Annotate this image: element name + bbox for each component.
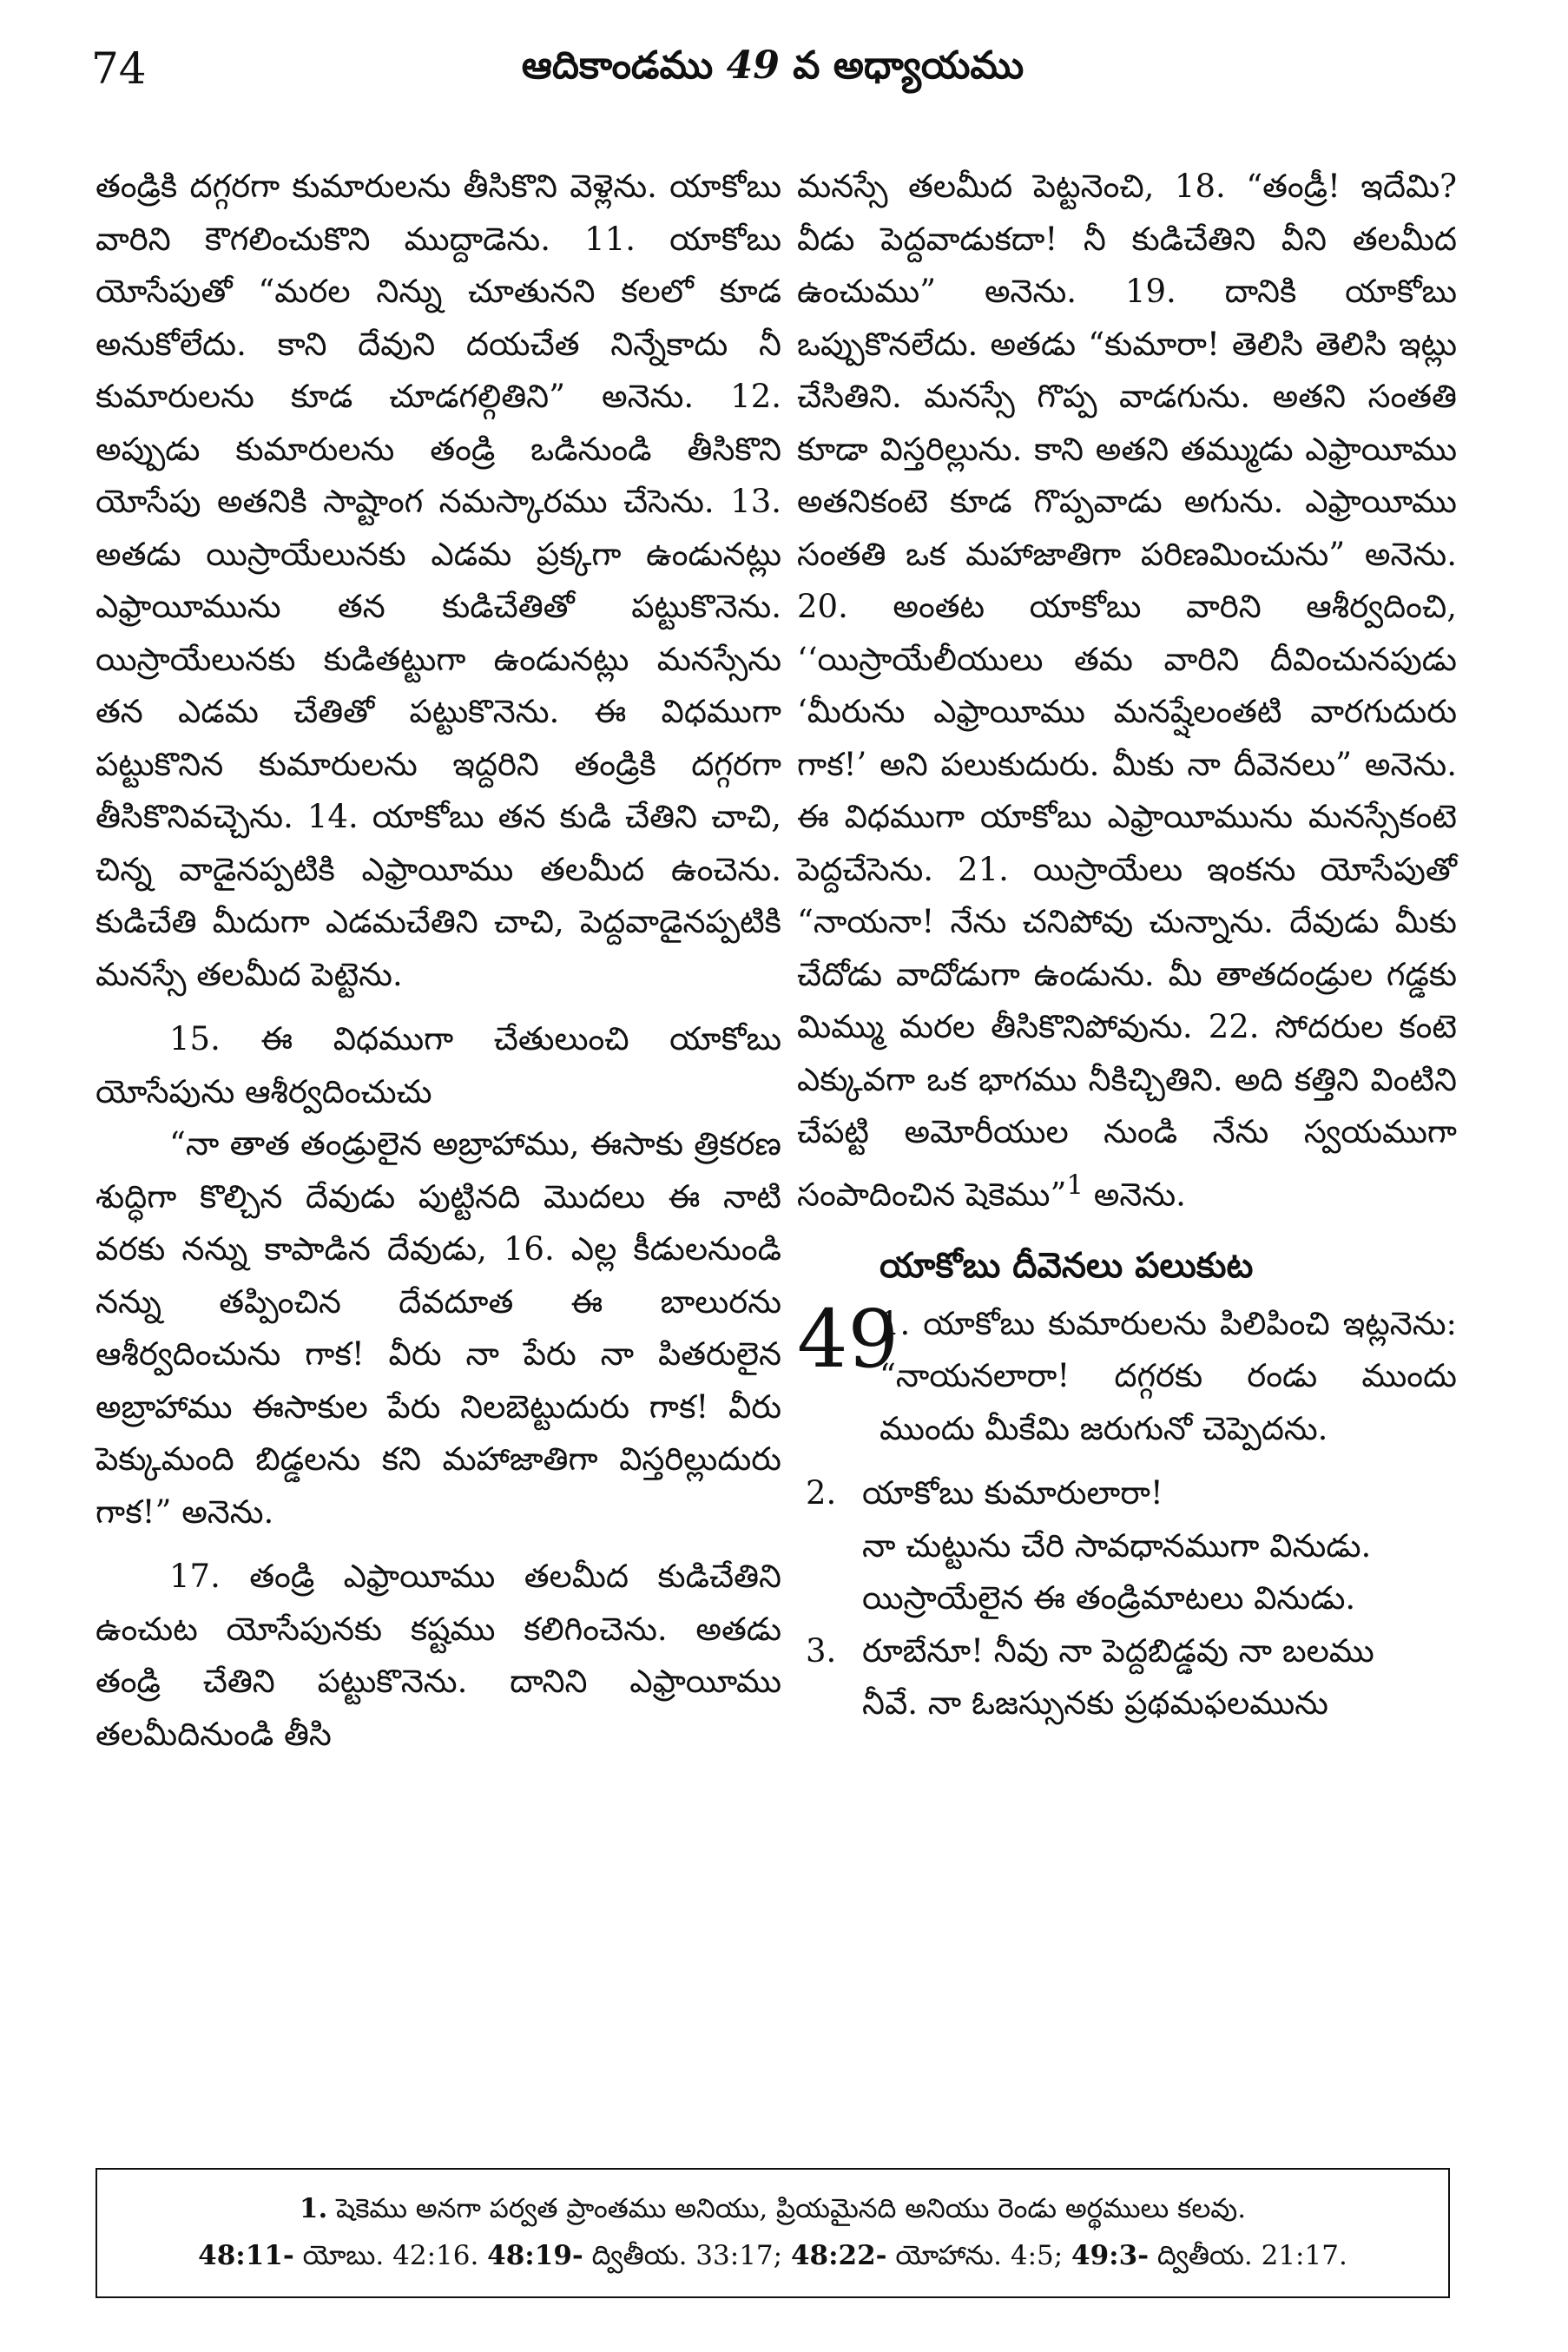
chapter-opening bbox=[797, 1292, 1457, 1456]
chapter-text: 1. యాకోబు కుమారులను పిలిపించి ఇట్లనెను: “నాయనలారా! దగ్గరకు రండు ముందు ముందు మీకేమి జరుగునో చెప్పెదను. bbox=[880, 1304, 1457, 1447]
footnote bbox=[123, 2185, 1422, 2232]
cross-ref-label: 48:11- bbox=[198, 2240, 294, 2271]
verse-line: నీవే. నా ఓజస్సునకు ప్రథమఫలమును bbox=[862, 1684, 1328, 1723]
cross-ref-label: 48:19- bbox=[487, 2240, 583, 2271]
footnote-number: 1. bbox=[299, 2193, 328, 2224]
cross-ref-text: యోహాను. 4:5; bbox=[886, 2240, 1072, 2271]
cross-ref-text: యోబు. 42:16. bbox=[293, 2240, 488, 2271]
cross-ref-label: 49:3- bbox=[1071, 2240, 1150, 2271]
cross-references bbox=[123, 2232, 1422, 2279]
verse-item bbox=[797, 1625, 1457, 1730]
cross-ref-label: 48:22- bbox=[790, 2240, 887, 2271]
running-title-chapter: 49 bbox=[726, 43, 780, 88]
cross-ref-text: ద్వితీయ. 21:17. bbox=[1149, 2240, 1347, 2271]
verse-number: 2. bbox=[806, 1474, 837, 1512]
chapter-number: 49 bbox=[797, 1292, 899, 1386]
right-column bbox=[797, 161, 1457, 1730]
paragraph-text: మనస్సే తలమీద పెట్టనెంచి, 18. “తండ్రీ! ఇదేమి? వీడు పెద్దవాడుకదా! నీ కుడిచేతిని వీని తలమీద ఉంచుము” అనెను. 19. దానికి యాకోబు ఒప్పుకొనలేదు. అతడు “కుమారా! తెలిసి తెలిసి ఇట్లు చేసితిని. మనస్సే గొప్ప వాడగును. అతని సంతతి కూడా విస్తరిల్లును. కాని అతని తమ్ముడు ఎఫ్రాయీము అతనికంటె కూడ గొప్పవాడు అగును. ఎఫ్రాయీము సంతతి ఒక మహాజాతిగా పరిణమించును” అనెను. 20. అంతట యాకోబు వారిని ఆశీర్వదించి, ‘‘యిస్రాయేలీయులు తమ వారిని దీవించునపుడు ‘మీరును ఎఫ్రాయీము మనష్షేలంతటి వారగుదురు గాక!’ అని పలుకుదురు. మీకు నా దీవెనలు” అనెను. ఈ విధముగా యాకోబు ఎఫ్రాయీమును మనస్సేకంటె పెద్దచేసెను. 21. యిస్రాయేలు ఇంకను యోసేపుతో “నాయనా! నేను చనిపోవు చున్నాను. దేవుడు మీకు చేదోడు వాదోడుగా ఉండును. మీ తాతదండ్రుల గడ్డకు మిమ్ము మరల తీసికొనిపోవును. 22. సోదరుల కంటె ఎక్కువగా ఒక భాగము నీకిచ్చితిని. అది కత్తిని వింటిని చేపట్టి అమోరీయుల నుండి నేను స్వయముగా సంపాదించిన షెకెము” bbox=[797, 168, 1457, 1213]
running-title-part2: వ అధ్యాయము bbox=[779, 43, 1024, 88]
verse-item bbox=[797, 1467, 1457, 1625]
paragraph-end: అనెను. bbox=[1084, 1175, 1186, 1213]
verse-line: యిస్రాయేలైన ఈ తండ్రిమాటలు వినుడు. bbox=[862, 1579, 1356, 1617]
footnote-box bbox=[96, 2168, 1450, 2298]
footnote-text: షెకెము అనగా పర్వత ప్రాంతము అనియు, ప్రియమైనది అనియు రెండు అర్థములు కలవు. bbox=[327, 2193, 1247, 2224]
paragraph: తండ్రికి దగ్గరగా కుమారులను తీసికొని వెళ్లెను. యాకోబు వారిని కౌగలించుకొని ముద్దాడెను. 11. యాకోబు యోసేపుతో “మరల నిన్ను చూతునని కలలో కూడ అనుకోలేదు. కాని దేవుని దయచేత నిన్నేకాదు నీ కుమారులను కూడ చూడగల్గితిని” అనెను. 12. అప్పుడు కుమారులను తండ్రి ఒడినుండి తీసికొని యోసేపు అతనికి సాష్టాంగ నమస్కారము చేసెను. 13. అతడు యిస్రాయేలునకు ఎడమ ప్రక్కగా ఉండునట్లు ఎఫ్రాయీమును తన కుడిచేతితో పట్టుకొనెను. యిస్రాయేలునకు కుడితట్టుగా ఉండునట్లు మనస్సేను తన ఎడమ చేతితో పట్టుకొనెను. ఈ విధముగా పట్టుకొనిన కుమారులను ఇద్దరిని తండ్రికి దగ్గరగా తీసికొనివచ్చెను. 14. యాకోబు తన కుడి చేతిని చాచి, చిన్న వాడైనప్పటికి ఎఫ్రాయీము తలమీద ఉంచెను. కుడిచేతి మీదుగా ఎడమచేతిని చాచి, పెద్దవాడైనప్పటికి మనస్సే తలమీద పెట్టెను. bbox=[96, 168, 781, 993]
footnote-marker: 1 bbox=[1066, 1169, 1084, 1201]
running-title bbox=[91, 43, 1454, 97]
page-header bbox=[91, 43, 1454, 104]
verse-line: నా చుట్టును చేరి సావధానముగా వినుడు. bbox=[862, 1526, 1372, 1565]
paragraph: 15. ఈ విధముగా చేతులుంచి యాకోబు యోసేపును ఆశీర్వదించుచు bbox=[96, 1020, 781, 1110]
left-column bbox=[96, 161, 781, 1761]
paragraph bbox=[797, 161, 1457, 1221]
section-heading: యాకోబు దీవెనలు పలుకుట bbox=[880, 1245, 1254, 1287]
verse-line: రూబేనూ! నీవు నా పెద్దబిడ్డవు నా బలము bbox=[862, 1631, 1374, 1670]
cross-ref-text: ద్వితీయ. 33:17; bbox=[583, 2240, 791, 2271]
verse-line: యాకోబు కుమారులారా! bbox=[862, 1474, 1163, 1512]
blessing-paragraph: “నా తాత తండ్రులైన అబ్రాహాము, ఈసాకు త్రికరణ శుద్ధిగా కొల్చిన దేవుడు పుట్టినది మొదలు ఈ నాటి వరకు నన్ను కాపాడిన దేవుడు, 16. ఎల్ల కీడులనుండి నన్ను తప్పించిన దేవదూత ఈ బాలురను ఆశీర్వదించును గాక! వీరు నా పేరు నా పితరులైన అబ్రాహాము ఈసాకుల పేరు నిలబెట్టుదురు గాక! వీరు పెక్కుమంది బిడ్డలను కని మహాజాతిగా విస్తరిల్లుదురు గాక!” అనెను. bbox=[96, 1125, 781, 1531]
running-title-part1: ఆదికాండము bbox=[521, 43, 727, 88]
page-number: 74 bbox=[91, 43, 147, 94]
verse-number: 3. bbox=[806, 1631, 837, 1670]
paragraph: 17. తండ్రి ఎఫ్రాయీము తలమీద కుడిచేతిని ఉంచుట యోసేపునకు కష్టము కలిగించెను. అతడు తండ్రి చేతిని పట్టుకొనెను. దానిని ఎఫ్రాయీము తలమీదినుండి తీసి bbox=[96, 1558, 781, 1753]
